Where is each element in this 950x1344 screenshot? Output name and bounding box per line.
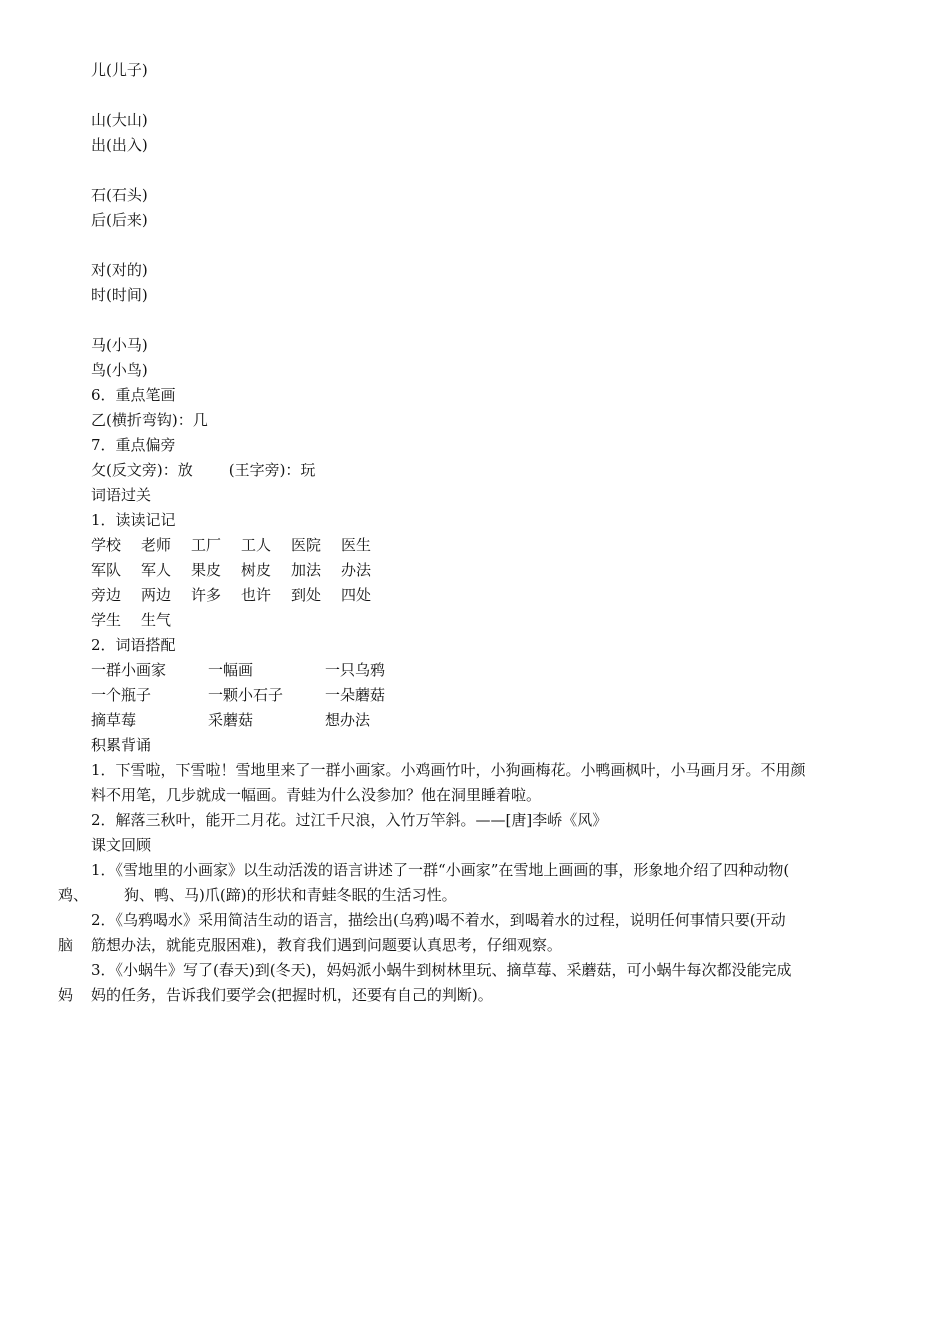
vocab-word: 四处	[341, 586, 372, 604]
review-text: 筋想办法，就能克服困难)，教育我们遇到问题要认真思考，仔细观察。	[91, 936, 562, 954]
vocab-section-title: 词语过关	[91, 486, 152, 504]
match-phrase: 摘草莓	[91, 711, 137, 729]
vocab-word: 也许	[241, 586, 272, 604]
vocab-match-heading: 2．词语搭配	[91, 636, 176, 654]
recite-p1-line1: 1．下雪啦，下雪啦！雪地里来了一群小画家。小鸡画竹叶，小狗画梅花。小鸭画枫叶，小马画月牙。不用颜	[91, 761, 806, 779]
review-p2-line2	[58, 935, 562, 955]
review-text: 妈的任务，告诉我们要学会(把握时机，还要有自己的判断)。	[91, 986, 493, 1004]
review-p3-line1: 3．《小蜗牛》写了(春天)到(冬天)，妈妈派小蜗牛到树林里玩、摘草莓、采蘑菇，可小蜗牛每次都没能完成	[91, 961, 792, 979]
vocab-word: 老师	[141, 536, 172, 554]
vocab-read-row	[91, 585, 391, 605]
strokes-heading: 6．重点笔画	[91, 386, 176, 404]
vocab-word: 加法	[291, 561, 322, 579]
recite-p1-line2: 料不用笔，几步就成一幅画。青蛙为什么没参加？他在洞里睡着啦。	[91, 786, 542, 804]
vocab-word: 医生	[341, 536, 372, 554]
review-p3-line2	[58, 985, 493, 1005]
vocab-word: 树皮	[241, 561, 272, 579]
match-phrase: 一个瓶子	[91, 686, 152, 704]
vocab-word: 军队	[91, 561, 122, 579]
vocab-match-row	[91, 660, 385, 680]
recite-p2: 2．解落三秋叶，能开二月花。过江千尺浪，入竹万竿斜。——[唐]李峤《风》	[91, 811, 608, 829]
vocab-word: 军人	[141, 561, 172, 579]
char-pair: 儿(儿子)	[91, 61, 148, 79]
radical-item-1: 攵(反文旁)：放	[91, 461, 193, 479]
vocab-word: 生气	[141, 611, 172, 629]
char-pair: 鸟(小鸟)	[91, 361, 148, 379]
char-pair: 出(出入)	[91, 136, 148, 154]
recite-section-title: 积累背诵	[91, 736, 152, 754]
char-pair: 石(石头)	[91, 186, 148, 204]
vocab-read-row	[91, 560, 391, 580]
vocab-read-row	[91, 535, 391, 555]
radicals-heading: 7．重点偏旁	[91, 436, 176, 454]
vocab-word: 许多	[191, 586, 222, 604]
char-pair: 时(时间)	[91, 286, 148, 304]
vocab-word: 旁边	[91, 586, 122, 604]
vocab-word: 医院	[291, 536, 322, 554]
match-phrase: 一群小画家	[91, 661, 167, 679]
review-text: 妈	[58, 986, 74, 1004]
vocab-word: 学生	[91, 611, 122, 629]
review-p1-line1: 1．《雪地里的小画家》以生动活泼的语言讲述了一群“小画家”在雪地上画画的事，形象地介绍了四种动物(	[91, 861, 790, 879]
vocab-word: 工人	[241, 536, 272, 554]
match-phrase: 采蘑菇	[208, 711, 254, 729]
match-phrase: 一颗小石子	[208, 686, 284, 704]
match-phrase: 想办法	[325, 711, 371, 729]
radicals-line	[91, 460, 315, 480]
review-p2-line1: 2．《乌鸦喝水》采用简洁生动的语言，描绘出(乌鸦)喝不着水，到喝着水的过程，说明任何事情只要(开动	[91, 911, 786, 929]
review-text: 脑	[58, 936, 74, 954]
char-pair: 山(大山)	[91, 111, 148, 129]
vocab-match-row	[91, 710, 370, 730]
vocab-word: 办法	[341, 561, 372, 579]
vocab-word: 到处	[291, 586, 322, 604]
radical-item-2: (王字旁)：玩	[228, 461, 316, 479]
vocab-word: 工厂	[191, 536, 222, 554]
review-text: 鸡、	[58, 886, 89, 904]
match-phrase: 一朵蘑菇	[325, 686, 386, 704]
strokes-item: 乙(横折弯钩)：几	[91, 411, 208, 429]
char-pair: 对(对的)	[91, 261, 148, 279]
char-pair: 马(小马)	[91, 336, 148, 354]
review-p1-line2	[58, 885, 457, 905]
vocab-word: 果皮	[191, 561, 222, 579]
vocab-read-row	[91, 610, 191, 630]
match-phrase: 一幅画	[208, 661, 254, 679]
match-phrase: 一只乌鸦	[325, 661, 386, 679]
char-pair: 后(后来)	[91, 211, 148, 229]
review-section-title: 课文回顾	[91, 836, 152, 854]
review-text: 狗、鸭、马)爪(蹄)的形状和青蛙冬眠的生活习性。	[124, 886, 457, 904]
vocab-match-row	[91, 685, 385, 705]
vocab-word: 学校	[91, 536, 122, 554]
vocab-word: 两边	[141, 586, 172, 604]
vocab-read-heading: 1．读读记记	[91, 511, 176, 529]
